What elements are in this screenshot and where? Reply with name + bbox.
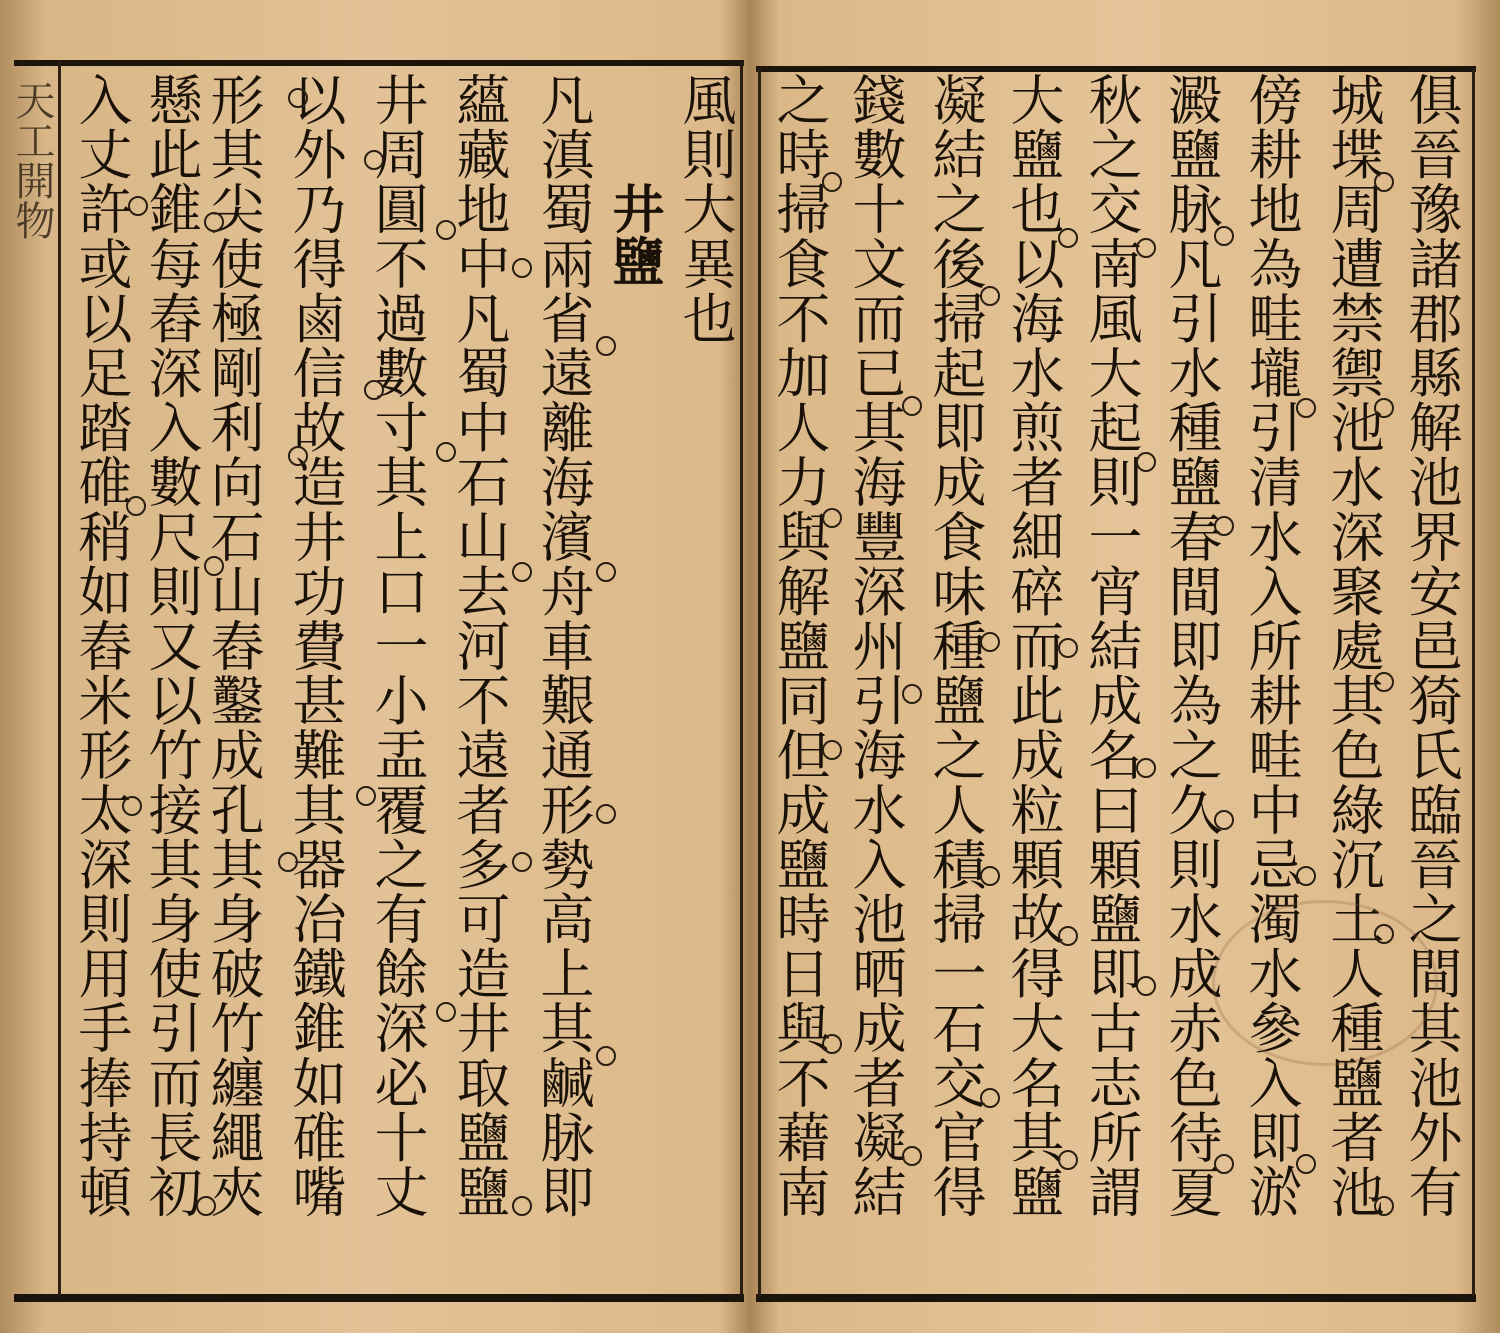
punctuation-circle (596, 804, 616, 824)
bottom-border (756, 1294, 1476, 1302)
column: 蘊藏地中凡蜀中石山去河不遠者多可造井取鹽鹽 (448, 72, 511, 1219)
punctuation-circle (122, 796, 142, 816)
punctuation-circle (196, 1196, 216, 1216)
punctuation-circle (902, 1146, 922, 1166)
punctuation-circle (1136, 452, 1156, 472)
punctuation-circle (512, 1196, 532, 1216)
punctuation-circle (1136, 238, 1156, 258)
punctuation-circle (822, 740, 842, 760)
column: 城堞周遭禁禦池水深聚處其色綠沉土人種鹽者池 (1322, 72, 1385, 1219)
punctuation-circle (436, 220, 456, 240)
punctuation-circle (288, 446, 308, 466)
column: 之時掃食不加人力與解鹽同但成鹽時日與不藉南 (768, 72, 831, 1219)
column: 秋之交南風大起則一宵結成名曰顆鹽即古志所謂 (1080, 72, 1143, 1219)
punctuation-circle (512, 258, 532, 278)
punctuation-circle (1374, 672, 1394, 692)
punctuation-circle (902, 684, 922, 704)
column: 錢數十文而已其海豐深州引海水入池晒成者凝結 (844, 72, 907, 1219)
punctuation-circle (1058, 638, 1078, 658)
column: 澱鹽脉凡引水種鹽春間即為之久則水成赤色待夏 (1160, 72, 1223, 1219)
column: 俱晉豫諸郡縣解池界安邑猗氏臨晉之間其池外有 (1400, 72, 1463, 1219)
punctuation-circle (1374, 398, 1394, 418)
section-heading: 井鹽 (603, 182, 664, 288)
punctuation-circle (1374, 172, 1394, 192)
punctuation-circle (1058, 926, 1078, 946)
punctuation-circle (596, 1046, 616, 1066)
punctuation-circle (436, 1002, 456, 1022)
column: 凡滇蜀兩省遠離海濱舟車艱通形勢高上其鹹脉即 (532, 72, 595, 1219)
column: 以外乃得鹵信故造井功費甚難其器冶鐵錐如碓嘴 (284, 72, 347, 1219)
punctuation-circle (1058, 1150, 1078, 1170)
column: 傍耕地為畦壠引清水入所耕畦中忌濁水參入即淤 (1240, 72, 1303, 1219)
punctuation-circle (1296, 1154, 1316, 1174)
top-border (14, 60, 744, 66)
margin-rule (1472, 68, 1475, 1296)
punctuation-circle (128, 196, 148, 216)
margin-rule (58, 62, 61, 1296)
punctuation-circle (436, 442, 456, 462)
column: 形其尖使極剛利向石山舂鑿成孔其身破竹纏繩夾 (202, 72, 265, 1219)
punctuation-circle (512, 562, 532, 582)
column: 大鹽也以海水煎者細碎而此成粒顆故得大名其鹽 (1002, 72, 1065, 1219)
punctuation-circle (1136, 758, 1156, 778)
column: 井周圓不過數寸其上口一小盂覆之有餘深必十丈 (366, 72, 429, 1219)
punctuation-circle (126, 496, 146, 516)
punctuation-circle (288, 88, 308, 108)
column: 風則大異也 (674, 72, 737, 345)
punctuation-circle (364, 380, 384, 400)
bottom-border (14, 1294, 744, 1302)
punctuation-circle (512, 852, 532, 872)
punctuation-circle (356, 786, 376, 806)
punctuation-circle (1214, 516, 1234, 536)
punctuation-circle (1214, 810, 1234, 830)
punctuation-circle (1058, 228, 1078, 248)
punctuation-circle (980, 286, 1000, 306)
column: 懸此錐每舂深入數尺則又以竹接其身使引而長初 (140, 72, 203, 1219)
punctuation-circle (364, 150, 384, 170)
library-stamp (1212, 900, 1438, 1066)
column: 入丈許或以足踏碓稍如舂米形太深則用手捧持頓 (70, 72, 133, 1219)
punctuation-circle (822, 172, 842, 192)
punctuation-circle (822, 1034, 842, 1054)
punctuation-circle (1296, 866, 1316, 886)
punctuation-circle (204, 212, 224, 232)
column: 凝結之後掃起即成食味種鹽之人積掃一石交官得 (924, 72, 987, 1219)
punctuation-circle (822, 508, 842, 528)
punctuation-circle (980, 1088, 1000, 1108)
punctuation-circle (1374, 1196, 1394, 1216)
punctuation-circle (1214, 1154, 1234, 1174)
punctuation-circle (1296, 398, 1316, 418)
punctuation-circle (980, 632, 1000, 652)
punctuation-circle (278, 852, 298, 872)
punctuation-circle (902, 396, 922, 416)
punctuation-circle (204, 556, 224, 576)
left-page (0, 0, 748, 1333)
gutter-rule (758, 68, 761, 1296)
punctuation-circle (1214, 226, 1234, 246)
punctuation-circle (980, 866, 1000, 886)
punctuation-circle (1136, 976, 1156, 996)
punctuation-circle (596, 562, 616, 582)
fore-edge-title: 天工開物 (9, 80, 55, 240)
right-page (752, 0, 1500, 1333)
gutter-rule (740, 62, 743, 1296)
punctuation-circle (596, 336, 616, 356)
